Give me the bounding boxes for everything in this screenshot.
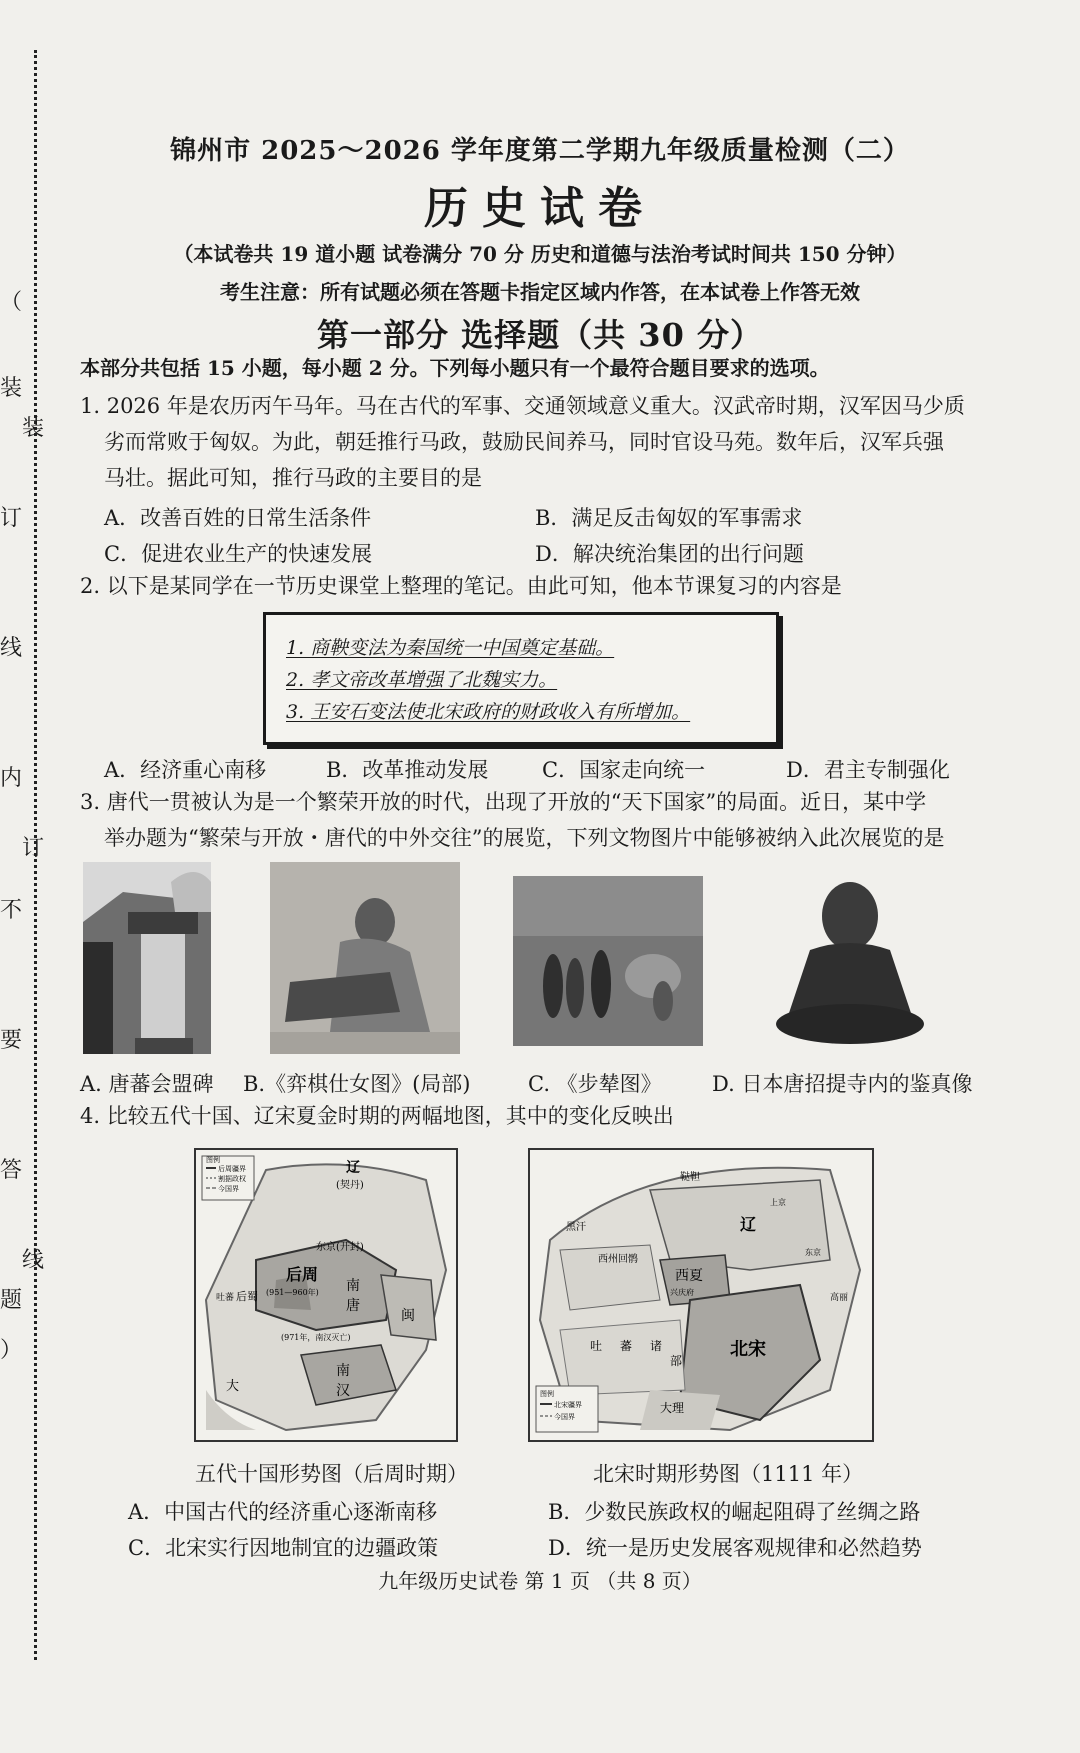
map2-label: 鞑靼 (680, 1172, 700, 1183)
map1-legend-title: 图例 (206, 1156, 220, 1164)
map1-label: 后蜀 (236, 1290, 258, 1303)
margin-char: 要 (0, 1028, 23, 1053)
map-caption: 北宋时期形势图（1111 年） (593, 1462, 864, 1486)
option-d: D．解决统治集团的出行问题 (535, 542, 804, 566)
option-d: D．君主专制强化 (786, 758, 950, 782)
map2-label: 辽 (740, 1215, 757, 1234)
exam-notice: 考生注意：所有试题必须在答题卡指定区域内作答，在本试卷上作答无效 (220, 280, 860, 304)
class-notes-box (263, 612, 779, 745)
section-instructions: 本部分共包括 15 小题，每小题 2 分。下列每小题只有一个最符合题目要求的选项。 (80, 356, 830, 380)
section-title: 第一部分 选择题（共 30 分） (317, 316, 763, 354)
margin-char: 答 (0, 1158, 23, 1183)
option-c: C．国家走向统一 (542, 758, 706, 782)
exam-info: （本试卷共 19 道小题 试卷满分 70 分 历史和道德与法治考试时间共 150 分钟） (173, 242, 907, 266)
map1-label: (951—960年) (266, 1288, 319, 1297)
margin-char: 题 (0, 1288, 23, 1313)
map2-label: 吐 (590, 1339, 603, 1353)
option-d: D．统一是历史发展客观规律和必然趋势 (548, 1536, 922, 1560)
margin-char: 不 (0, 898, 23, 923)
question-stem: 3. 唐代一贯被认为是一个繁荣开放的时代，出现了开放的“天下国家”的局面。近日，某中学 (80, 790, 927, 814)
map2-label: 黑汗 (566, 1222, 586, 1233)
option-b: B.《弈棋仕女图》(局部) (243, 1072, 471, 1096)
question-stem: 1. 2026 年是农历丙午马年。马在古代的军事、交通领域意义重大。汉武帝时期，汉军因马少质 (80, 394, 965, 418)
option-a: A．经济重心南移 (104, 758, 267, 782)
margin-char: 订 (0, 506, 23, 531)
map2-label: 大理 (660, 1401, 685, 1415)
subject-title: 历史试卷 (424, 183, 656, 234)
question-stem: 马壮。据此可知，推行马政的主要目的是 (104, 466, 482, 490)
weiqi-lady-painting-photo (270, 862, 460, 1054)
option-c: C. 《步辇图》 (528, 1072, 662, 1096)
question-stem: 4. 比较五代十国、辽宋夏金时期的两幅地图，其中的变化反映出 (80, 1104, 674, 1128)
map2-legend-item: 今国界 (554, 1413, 575, 1421)
question-stem: 劣而常败于匈奴。为此，朝廷推行马政，鼓励民间养马，同时官设马苑。数年后，汉军兵强 (104, 430, 944, 454)
northern-song-map (528, 1148, 874, 1442)
jianzhen-statue-photo (772, 866, 927, 1046)
note-line: 2. 孝文帝改革增强了北魏实力。 (286, 669, 558, 691)
option-a: A．中国古代的经济重心逐渐南移 (128, 1500, 438, 1524)
exam-title: 锦州市 2025～2026 学年度第二学期九年级质量检测（二） (170, 136, 910, 166)
map2-label: 上京 (770, 1198, 786, 1207)
map2-label: 蕃 (620, 1339, 633, 1353)
map1-label: 东京(开封) (316, 1242, 364, 1253)
margin-char: 装 (0, 376, 23, 401)
map1-label: 汉 (336, 1383, 350, 1399)
map1-label: 闽 (401, 1308, 415, 1324)
map2-legend-title: 图例 (540, 1390, 554, 1398)
margin-char: 装 (22, 416, 45, 441)
map2-label: 东京 (805, 1248, 821, 1257)
map2-label: 西州回鹘 (598, 1254, 638, 1265)
option-b: B．满足反击匈奴的军事需求 (535, 506, 803, 530)
margin-char: （ (0, 290, 23, 315)
map2-label: 部 (670, 1354, 683, 1368)
margin-char: ） (0, 1338, 23, 1363)
map1-label: (契丹) (336, 1180, 364, 1191)
option-a: A. 唐蕃会盟碑 (80, 1072, 214, 1096)
option-c: C．促进农业生产的快速发展 (104, 542, 373, 566)
map-caption: 五代十国形势图（后周时期） (195, 1462, 468, 1486)
map1-label: 吐蕃 (216, 1293, 235, 1303)
map1-label: 辽 (346, 1160, 360, 1176)
map1-legend-item: 割据政权 (218, 1175, 246, 1183)
question-stem: 举办题为“繁荣与开放・唐代的中外交往”的展览，下列文物图片中能够被纳入此次展览的是 (104, 826, 945, 850)
option-b: B．少数民族政权的崛起阻碍了丝绸之路 (548, 1500, 921, 1524)
option-b: B．改革推动发展 (326, 758, 489, 782)
map1-label: 南 (336, 1363, 350, 1379)
five-dynasties-map (194, 1148, 458, 1442)
question-stem: 2. 以下是某同学在一节历史课堂上整理的笔记。由此可知，他本节课复习的内容是 (80, 574, 842, 598)
note-line: 1. 商鞅变法为秦国统一中国奠定基础。 (286, 637, 615, 659)
margin-char: 线 (0, 636, 23, 661)
margin-char: 线 (22, 1248, 45, 1273)
page-footer: 九年级历史试卷 第 1 页 （共 8 页） (378, 1569, 702, 1593)
map2-legend-item: 北宋疆界 (554, 1401, 582, 1409)
map1-label: 南 (346, 1278, 360, 1294)
map1-legend-item: 后周疆界 (218, 1165, 246, 1173)
option-c: C．北宋实行因地制宜的边疆政策 (128, 1536, 439, 1560)
margin-char: 内 (0, 766, 23, 791)
map1-label: 后周 (286, 1265, 319, 1284)
map1-label: (971年，南汉灭亡) (281, 1333, 351, 1342)
note-line: 3. 王安石变法使北宋政府的财政收入有所增加。 (286, 701, 691, 723)
margin-char: 订 (22, 836, 45, 861)
option-d: D. 日本唐招提寺内的鉴真像 (712, 1072, 973, 1096)
map2-label: 北宋 (730, 1339, 766, 1360)
bunian-painting-photo (513, 876, 703, 1046)
map2-label: 诸 (650, 1339, 663, 1353)
tang-tibet-alliance-stele-photo (83, 862, 211, 1054)
map1-label: 大 (226, 1379, 240, 1394)
option-a: A．改善百姓的日常生活条件 (104, 506, 372, 530)
map2-label: 兴庆府 (670, 1288, 694, 1297)
map1-label: 唐 (346, 1298, 360, 1314)
map2-label: 高丽 (830, 1293, 849, 1303)
map1-legend-item: 今国界 (218, 1185, 239, 1193)
map2-label: 西夏 (675, 1268, 703, 1284)
